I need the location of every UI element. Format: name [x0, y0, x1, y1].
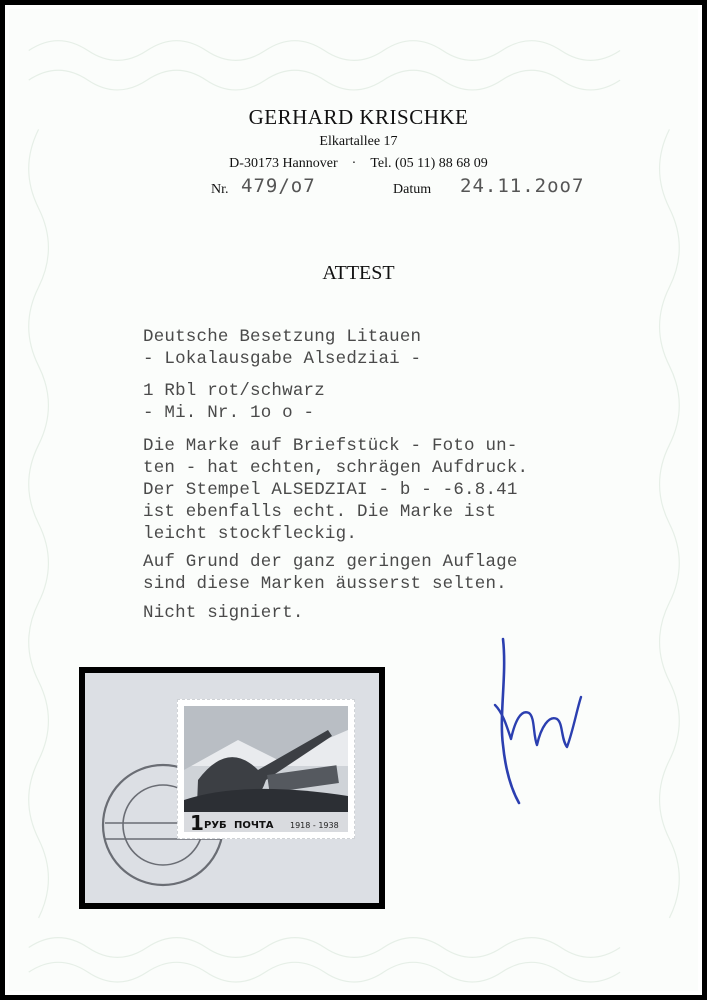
- document-title: ATTEST: [322, 262, 395, 284]
- body-line: sind diese Marken äusserst selten.: [143, 574, 507, 594]
- body-line: Der Stempel ALSEDZIAI - b - -6.8.41: [143, 480, 518, 500]
- body-line: 1 Rbl rot/schwarz: [143, 381, 325, 401]
- stamp-photo: [79, 667, 385, 909]
- certificate-number: 479/o7: [241, 175, 316, 197]
- body-line: Deutsche Besetzung Litauen: [143, 327, 422, 347]
- body-line: ten - hat echten, schrägen Aufdruck.: [143, 458, 529, 478]
- letterhead-street: Elkartallee 17: [319, 134, 398, 149]
- stamp-inscription: ПОЧТА: [234, 820, 274, 831]
- body-line: Nicht signiert.: [143, 603, 304, 623]
- letterhead-name: GERHARD KRISCHKE: [248, 105, 469, 129]
- body-line: leicht stockfleckig.: [143, 524, 358, 544]
- stamp-years: 1918 - 1938: [290, 821, 339, 830]
- body-line: Die Marke auf Briefstück - Foto un-: [143, 436, 518, 456]
- certificate-paper: [9, 9, 698, 991]
- stamp-value: 1: [190, 811, 204, 835]
- certificate-date: 24.11.2oo7: [460, 175, 585, 197]
- letterhead-city-line: [9, 156, 707, 172]
- letterhead-phone: Tel. (05 11) 88 68 09: [370, 156, 488, 171]
- signature: [489, 635, 599, 815]
- letterhead-separator: ·: [351, 156, 357, 171]
- postage-stamp: [177, 699, 355, 839]
- cover-piece: [85, 673, 379, 903]
- body-line: - Lokalausgabe Alsedziai -: [143, 349, 422, 369]
- body-line: - Mi. Nr. 1o o -: [143, 403, 315, 423]
- number-label: Nr.: [211, 182, 229, 197]
- stamp-currency: РУБ: [204, 820, 227, 831]
- date-label: Datum: [393, 182, 432, 197]
- body-line: ist ebenfalls echt. Die Marke ist: [143, 502, 497, 522]
- stamp-design: [178, 700, 354, 838]
- body-line: Auf Grund der ganz geringen Auflage: [143, 552, 518, 572]
- letterhead-city: D-30173 Hannover: [229, 156, 338, 171]
